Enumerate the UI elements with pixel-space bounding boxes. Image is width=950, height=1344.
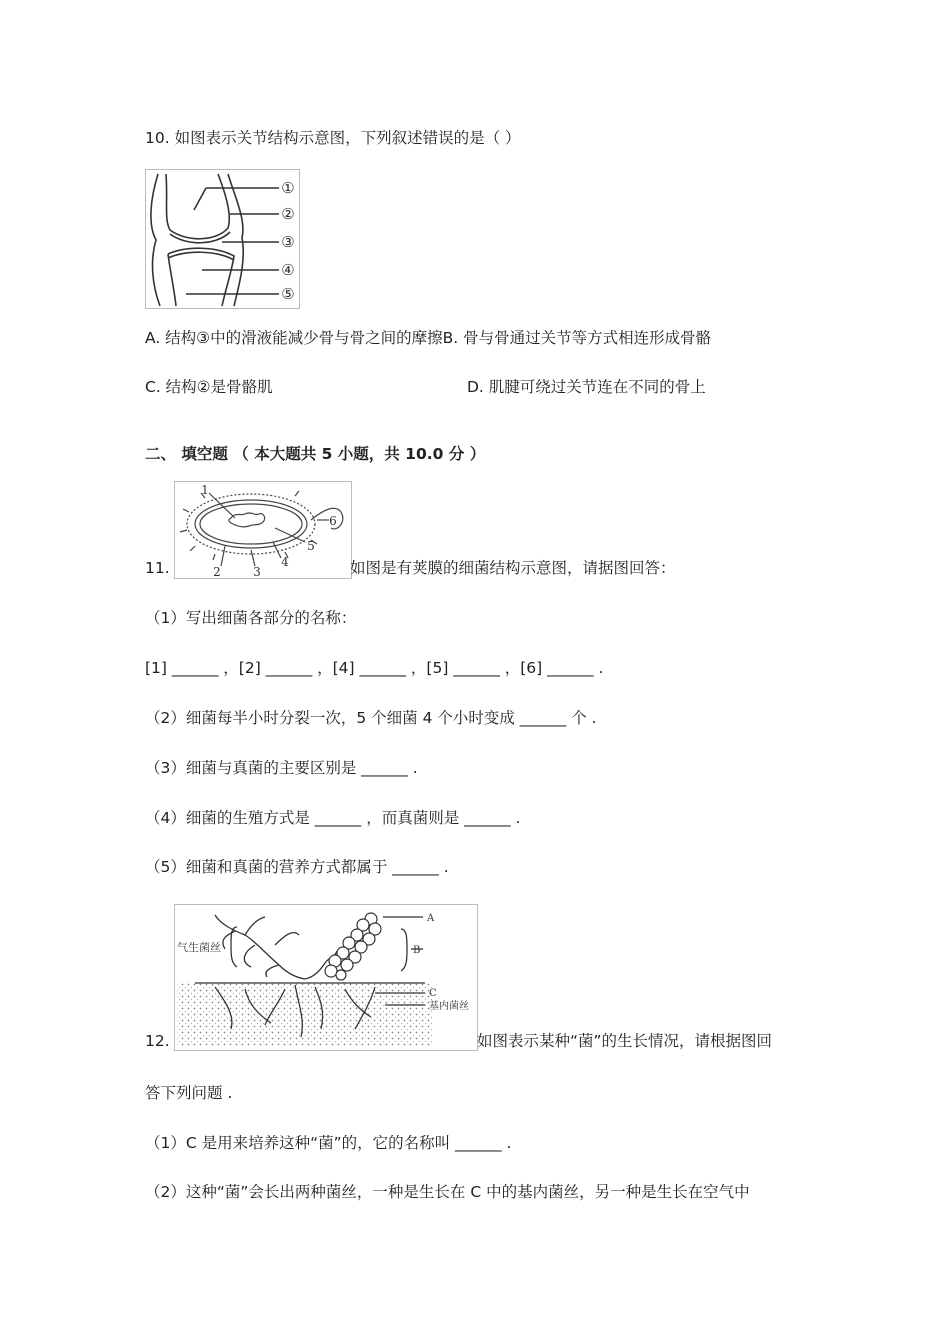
label-substrate-hyphae: 基内菌丝: [429, 1001, 469, 1012]
q11-stem: 如图是有荚膜的细菌结构示意图，请据图回答：: [350, 559, 676, 577]
q12-stem-line2: 答下列问题 .: [145, 1084, 233, 1102]
q10-stem: 10. 如图表示关节结构示意图，下列叙述错误的是（ ）: [145, 129, 521, 147]
bacteria-label-3: 3: [253, 565, 261, 578]
q11-sub1-blanks: [1] ______ ，[2] ______ ，[4] ______ ，[5] ______ ，[6] ______ .: [145, 659, 604, 677]
q10-option-ab: A. 结构③中的滑液能减少骨与骨之间的摩擦B. 骨与骨通过关节等方式相连形成骨骼: [145, 329, 712, 347]
q10-option-c: C. 结构②是骨骼肌: [145, 378, 273, 396]
q11-sub4: （4）细菌的生殖方式是 ______ ，而真菌则是 ______ .: [145, 809, 521, 827]
bacteria-diagram: [174, 481, 352, 579]
q11-sub5: （5）细菌和真菌的营养方式都属于 ______ .: [145, 858, 449, 876]
bacteria-label-1: 1: [201, 483, 209, 497]
bacteria-label-5: 5: [307, 539, 315, 553]
section-heading: 二、 填空题 （ 本大题共 5 小题，共 10.0 分 ）: [145, 445, 486, 463]
joint-label-5: ⑤: [281, 285, 295, 303]
q12-number: 12.: [145, 1032, 170, 1050]
label-a: A: [427, 913, 435, 924]
bacteria-label-4: 4: [281, 555, 289, 569]
label-b: B: [413, 945, 421, 956]
joint-label-1: ①: [281, 179, 295, 197]
bacteria-label-2: 2: [213, 565, 221, 578]
q11-sub2: （2）细菌每半小时分裂一次，5 个细菌 4 个小时变成 ______ 个 .: [145, 709, 597, 727]
joint-label-2: ②: [281, 205, 295, 223]
joint-label-4: ④: [281, 261, 295, 279]
label-aerial-hyphae: 气生菌丝: [177, 941, 221, 954]
q12-sub1: （1）C 是用来培养这种“菌”的，它的名称叫 ______ .: [145, 1134, 512, 1152]
label-c: C: [429, 988, 437, 999]
bacteria-label-6: 6: [329, 514, 337, 528]
joint-label-3: ③: [281, 233, 295, 251]
q12-sub2: （2）这种“菌”会长出两种菌丝，一种是生长在 C 中的基内菌丝，另一种是生长在空气中: [145, 1183, 750, 1201]
q11-sub3: （3）细菌与真菌的主要区别是 ______ .: [145, 759, 418, 777]
q11-sub1: （1）写出细菌各部分的名称：: [145, 609, 357, 627]
q11-number: 11.: [145, 559, 170, 577]
q12-stem: 如图表示某种“菌”的生长情况，请根据图回: [477, 1032, 773, 1050]
fungus-diagram: [174, 904, 478, 1051]
q10-option-d: D. 肌腱可绕过关节连在不同的骨上: [467, 378, 706, 396]
joint-diagram: [145, 169, 300, 309]
